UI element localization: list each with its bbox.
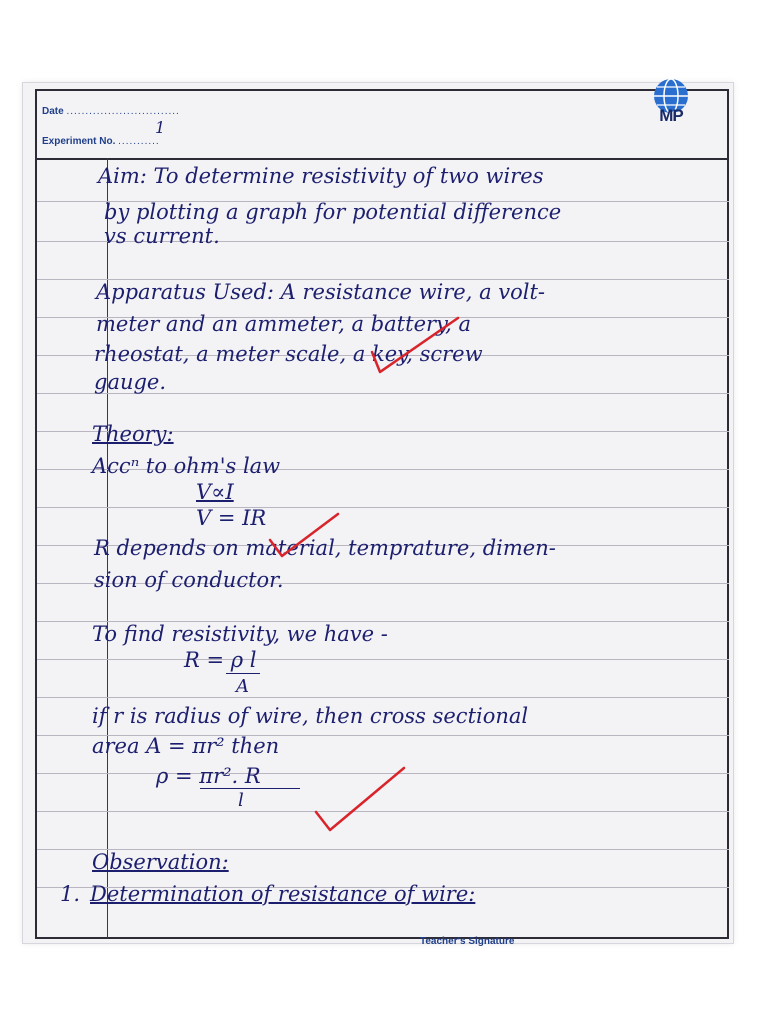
r-equation: R = ρ l bbox=[184, 648, 257, 672]
r-depends-line-1: R depends on material, temprature, dimen- bbox=[94, 536, 556, 560]
experiment-label-text: Experiment No. bbox=[42, 136, 116, 147]
aim-line-3: vs current. bbox=[104, 224, 220, 248]
rho-equation: ρ = πr². R bbox=[156, 764, 261, 788]
apparatus-line-3: rheostat, a meter scale, a key, screw bbox=[94, 342, 483, 366]
area-line: area A = πr² then bbox=[92, 734, 280, 758]
apparatus-line-1: Apparatus Used: A resistance wire, a volt- bbox=[96, 280, 546, 304]
aim-line-1: Aim: To determine resistivity of two wires bbox=[98, 164, 544, 188]
determination-heading: Determination of resistance of wire: bbox=[90, 882, 476, 906]
r-depends-line-2: sion of conductor. bbox=[94, 568, 284, 592]
check-mark-icon bbox=[372, 318, 458, 372]
check-mark-icon bbox=[316, 768, 404, 830]
v-proportional-i: V∝I bbox=[196, 480, 234, 504]
experiment-number: 1 bbox=[155, 118, 166, 137]
teacher-signature-label: Teacher's Signature bbox=[420, 936, 515, 947]
date-label-text: Date bbox=[42, 106, 64, 117]
find-resistivity-line: To find resistivity, we have - bbox=[92, 622, 388, 646]
experiment-dots: ........... bbox=[118, 136, 160, 147]
apparatus-line-4: gauge. bbox=[94, 370, 167, 394]
aim-line-2: by plotting a graph for potential difference bbox=[104, 200, 562, 224]
ohms-law-line: Accⁿ to ohm's law bbox=[92, 454, 281, 478]
date-dots: .............................. bbox=[66, 106, 180, 117]
check-mark-icon bbox=[270, 514, 338, 556]
theory-heading: Theory: bbox=[92, 422, 174, 446]
determination-number: 1. bbox=[60, 882, 81, 906]
r-equation-denominator: A bbox=[236, 676, 249, 697]
rho-equation-denominator: l bbox=[238, 790, 244, 811]
radius-line: if r is radius of wire, then cross sectional bbox=[92, 704, 529, 728]
v-equals-ir: V = IR bbox=[196, 506, 267, 530]
logo-text: MP bbox=[659, 106, 683, 125]
observation-heading: Observation: bbox=[92, 850, 229, 874]
apparatus-line-2: meter and an ammeter, a battery, a bbox=[96, 312, 471, 336]
